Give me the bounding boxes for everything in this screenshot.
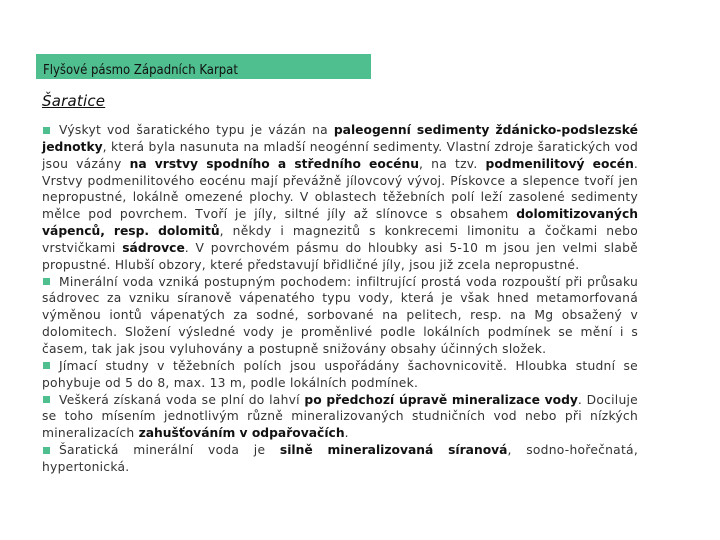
square-bullet-icon [43, 127, 50, 134]
paragraph-text: Šaratická minerální voda je [59, 443, 280, 458]
paragraph-text: Veškerá získaná voda se plní do lahví [59, 392, 305, 407]
emphasis-text: dolomitizovaných vápenců, resp. dolomitů [42, 207, 638, 239]
paragraph-summary [42, 442, 638, 476]
paragraph-text: , která byla nasunuta na mladší neogénní sedimenty. Vlastní zdroje šaratických vod jsou vázány [42, 139, 638, 171]
square-bullet-icon [43, 396, 50, 403]
content-body [42, 122, 638, 476]
header-title: Flyšové pásmo Západních Karpat [43, 63, 238, 78]
emphasis-text: po předchozí úpravě mineralizace vody [304, 392, 578, 407]
paragraph-bottling [42, 392, 638, 443]
square-bullet-icon [43, 278, 50, 285]
square-bullet-icon [43, 447, 50, 454]
emphasis-text: paleogenní sedimenty ždánicko-podslezské jednotky [42, 123, 638, 154]
paragraph-text: Výskyt vod šaratického typu je vázán na [59, 123, 334, 137]
emphasis-text: sádrovce [122, 240, 185, 255]
emphasis-text: podmenilitový eocén [485, 156, 634, 171]
paragraph-formation [42, 274, 638, 358]
paragraph-text: Jímací studny v těžebních polích jsou uspořádány šachovnicovitě. Hloubka studní se pohybuje od 5 do 8, max. 13 m, podle lokálních podmínek. [42, 358, 638, 390]
emphasis-text: na vrstvy spodního a středního eocénu [129, 156, 419, 171]
paragraph-text: Minerální voda vzniká postupným pochodem: infiltrující prostá voda rozpouští při průsaku sádrovec za vzniku síranově vápenatého typu vody, která je však hned metamorfovaná výměnou iontů vápenatých za sodné, sorbované na pelitech, resp. na Mg obsažený v dolomitech. Složení výsledné vody je proměnlivé podle lokálních podmínek se mění i s časem, tak jak jsou vyluhovány a postupně snižovány obsahy účinných složek. [42, 274, 638, 356]
paragraph-text: , na tzv. [418, 156, 486, 171]
emphasis-text: zahušťováním v odpařovačích [138, 426, 345, 441]
paragraph-text: , sodno-hořečnatá, hypertonická. [42, 443, 638, 474]
section-title: Šaratice [42, 92, 106, 110]
paragraph-text: . [344, 426, 349, 441]
emphasis-text: silně mineralizovaná síranová [279, 443, 508, 458]
paragraph-wells [42, 358, 638, 392]
square-bullet-icon [43, 362, 50, 369]
paragraph-text: . Dociluje se toho mísením jednotlivým různě mineralizovaných studničních vod nebo při nízkých mineralizacích [42, 392, 639, 441]
paragraph-occurrence [42, 122, 638, 274]
paragraph-text: . Vrstvy podmenilitového eocénu mají převážně jílovcový vývoj. Pískovce a slepence tvoří jen nepropustné, lokálně omezené plochy. V oblastech těžebních polí leží zasolené sedimenty mělce pod povrchem. Tvoří je jíly, siltné jíly až slínovce s obsahem [42, 156, 638, 222]
paragraph-text: , někdy i magnezitů s konkrecemi limonitu a čočkami nebo vrstvičkami [42, 224, 638, 255]
paragraph-text: . V povrchovém pásmu do hloubky asi 5-10 m jsou jen velmi slabě propustné. Hlubší obzory, které představují břidličné jíly, jsou již zcela nepropustné. [42, 240, 638, 272]
header-banner [36, 54, 371, 79]
